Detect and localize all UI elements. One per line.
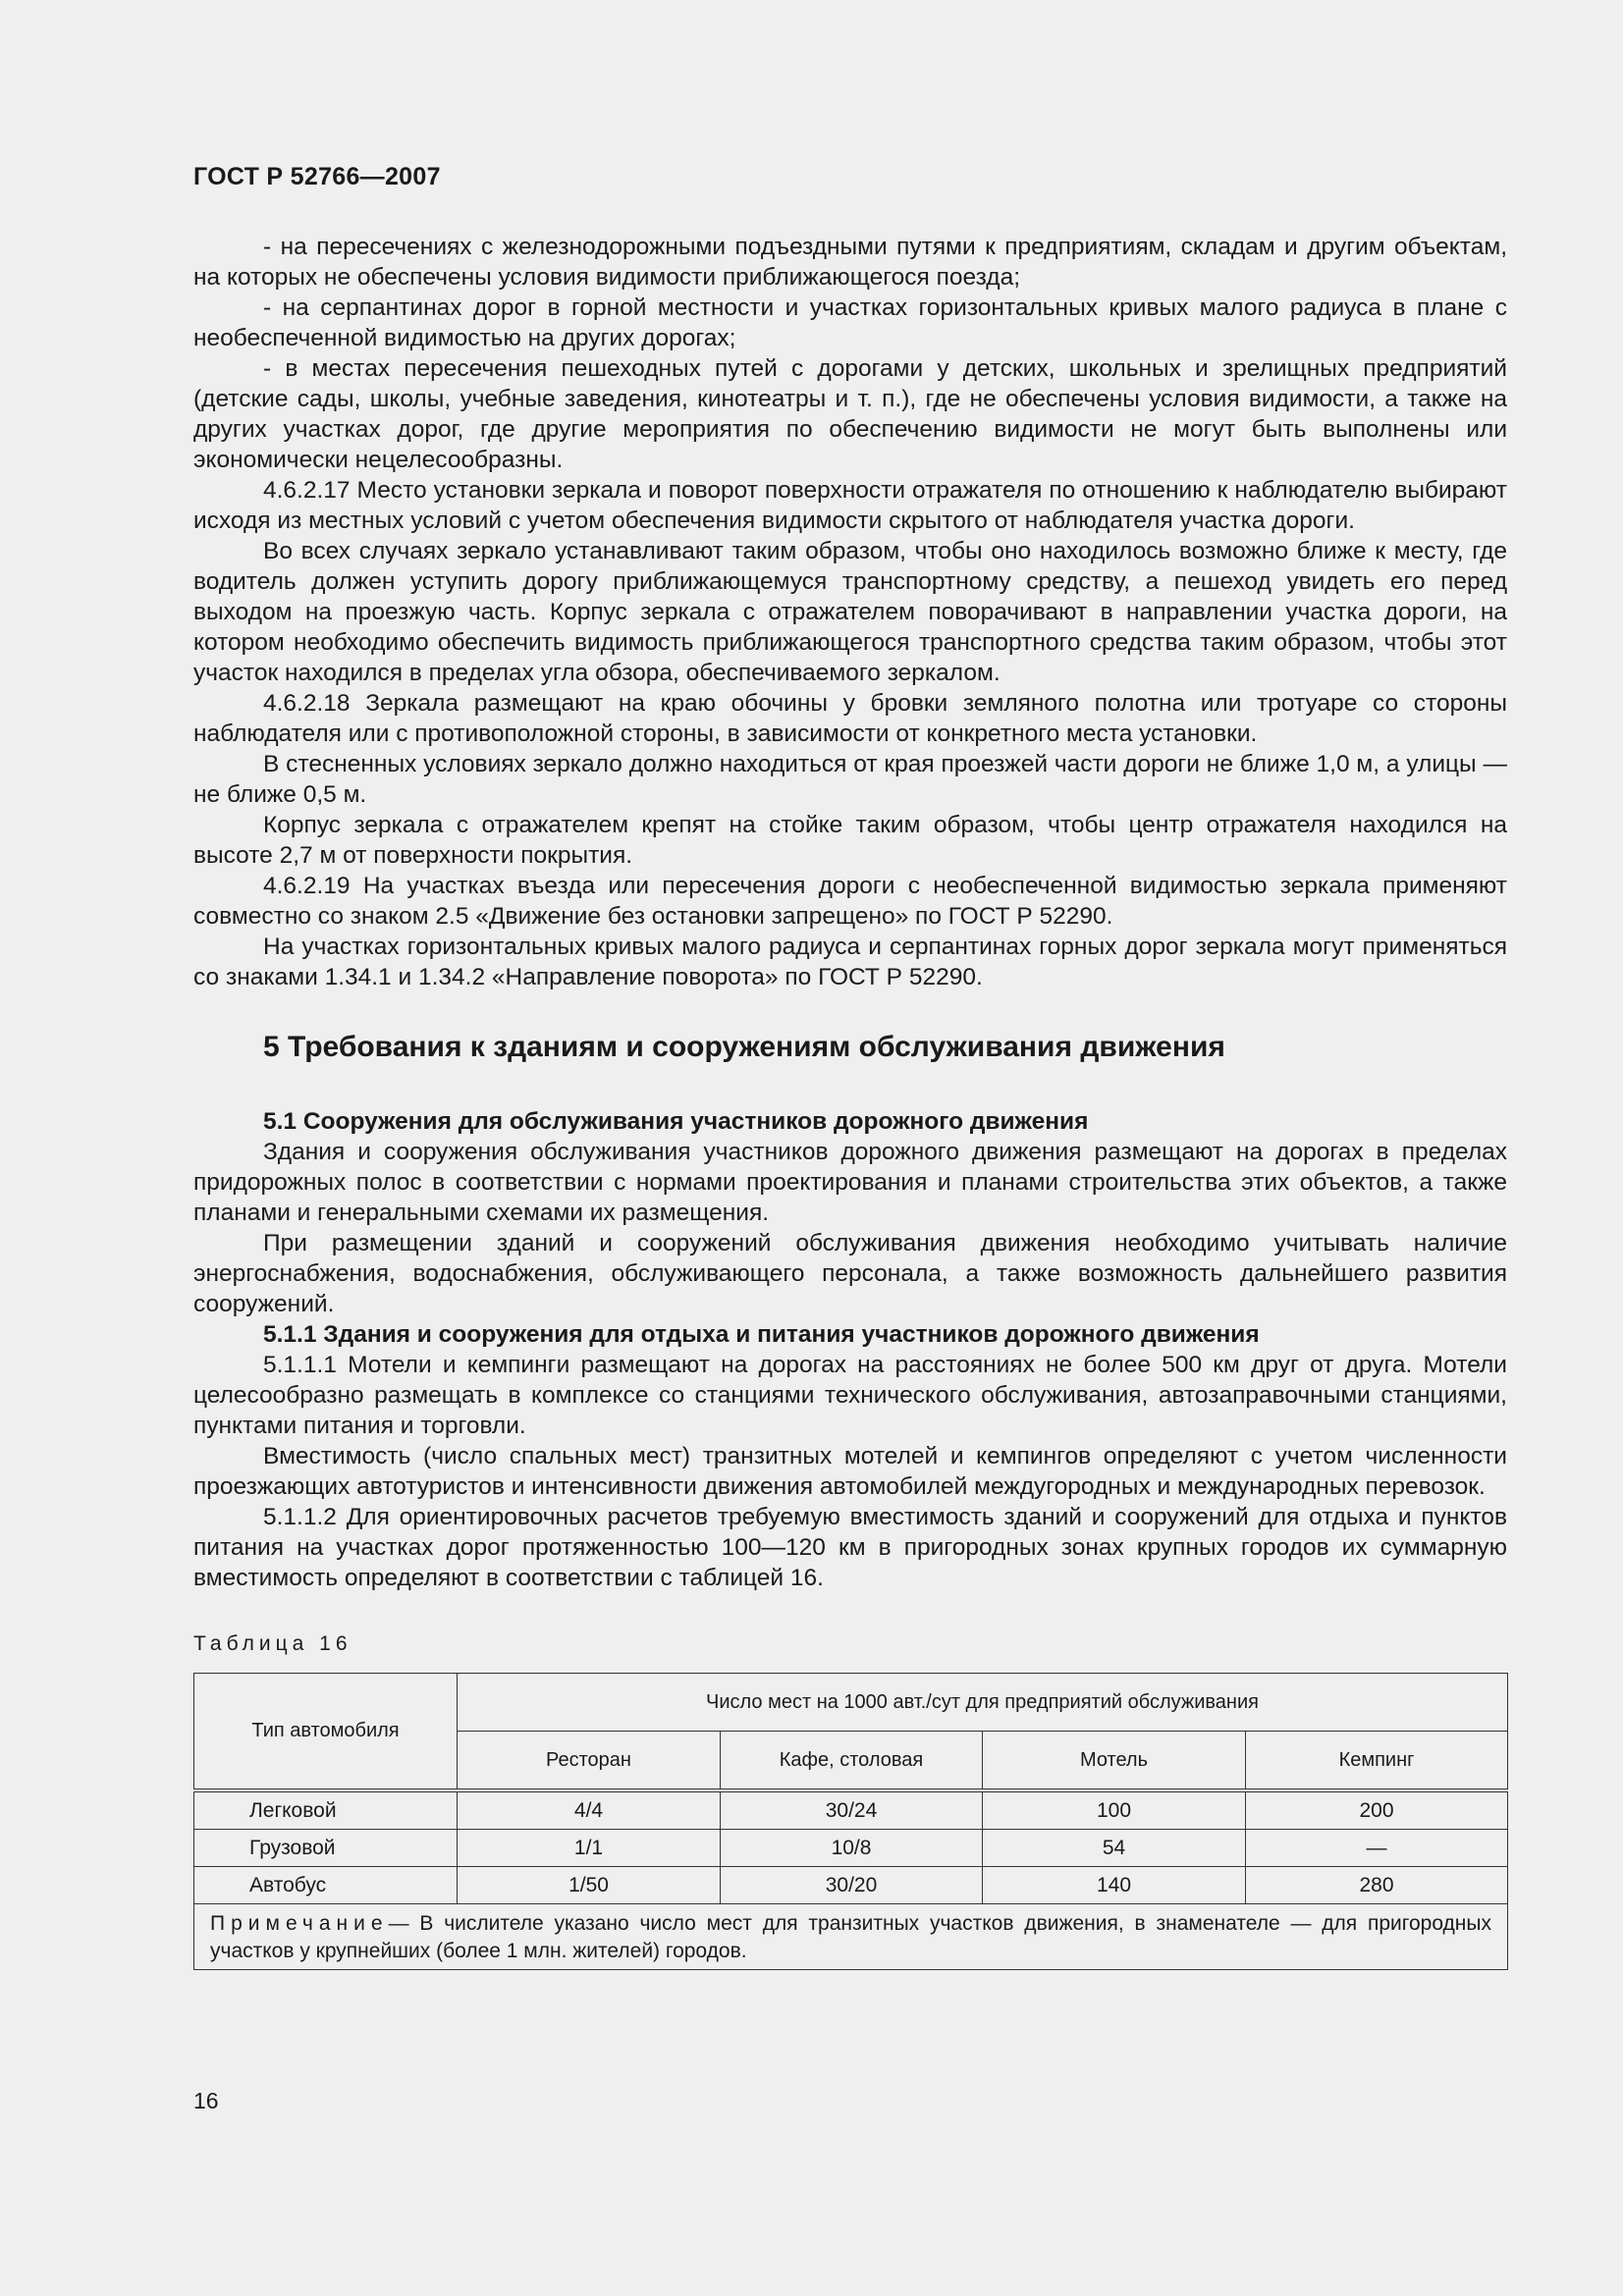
document-header: ГОСТ Р 52766—2007 <box>193 163 441 190</box>
table-cell: 200 <box>1246 1790 1508 1830</box>
table-cell: 54 <box>983 1830 1246 1867</box>
table-cell: Легковой <box>194 1790 458 1830</box>
table-header-cell: Тип автомобиля <box>194 1674 458 1791</box>
subsection-title: 5.1 Сооружения для обслуживания участников дорожного движения <box>263 1108 1089 1135</box>
paragraph: 5.1.1.2 Для ориентировочных расчетов требуемую вместимость зданий и сооружений для отдыха и пунктов питания на участках дорог протяженностью 100—120 км в пригородных зонах крупных городов их суммарную вместимость определяют в соответствии с таблицей 16. <box>193 1504 1507 1591</box>
section-title: 5 Требования к зданиям и сооружениям обслуживания движения <box>263 1031 1225 1063</box>
paragraph: Во всех случаях зеркало устанавливают таким образом, чтобы оно находилось возможно ближе к месту, где водитель должен уступить дорогу приближающемуся транспортному средству, а пешеход увидеть его перед выходом на проезжую часть. Корпус зеркала с отражателем поворачивают в направлении участка дороги, на котором необходимо обеспечить видимость приближающегося транспортного средства таким образом, чтобы этот участок находился в пределах угла обзора, обеспечиваемого зеркалом. <box>193 538 1507 686</box>
table-cell: 1/1 <box>458 1830 721 1867</box>
paragraph: - в местах пересечения пешеходных путей с дорогами у детских, школьных и зрелищных предприятий (детские сады, школы, учебные заведения, кинотеатры и т. п.), где не обеспечены условия видимости, а также на других участках дорог, где другие мероприятия по обеспечению видимости не могут быть выполнены или экономически нецелесообразны. <box>193 355 1507 473</box>
note-label: Примечание <box>210 1912 389 1935</box>
table-row <box>194 1790 1508 1830</box>
table-cell: 10/8 <box>721 1830 983 1867</box>
table-header-cell: Мотель <box>983 1732 1246 1791</box>
table-cell: 100 <box>983 1790 1246 1830</box>
page-number: 16 <box>193 2088 219 2113</box>
table-row <box>194 1830 1508 1867</box>
note-text: — В числителе указано число мест для транзитных участков движения, в знаменателе — для пригородных участков у крупнейших (более 1 млн. жителей) городов. <box>210 1912 1492 1962</box>
table-header-cell: Число мест на 1000 авт./сут для предприятий обслуживания <box>458 1674 1508 1732</box>
table-header-cell: Ресторан <box>458 1732 721 1791</box>
page-body <box>193 232 1507 1970</box>
table-cell: 280 <box>1246 1867 1508 1904</box>
paragraph: - на серпантинах дорог в горной местности и участках горизонтальных кривых малого радиуса в плане с необеспеченной видимостью на других дорогах; <box>193 294 1507 351</box>
table-cell: — <box>1246 1830 1508 1867</box>
paragraph: 4.6.2.17 Место установки зеркала и поворот поверхности отражателя по отношению к наблюдателю выбирают исходя из местных условий с учетом обеспечения видимости скрытого от наблюдателя участка дороги. <box>193 477 1507 534</box>
table-header-cell: Кемпинг <box>1246 1732 1508 1791</box>
paragraph: Здания и сооружения обслуживания участников дорожного движения размещают на дорогах в пределах придорожных полос в соответствии с нормами проектирования и планами строительства этих объектов, а также планами и генеральными схемами их размещения. <box>193 1139 1507 1226</box>
table-cell: 1/50 <box>458 1867 721 1904</box>
data-table <box>193 1673 1508 1970</box>
table-header-cell: Кафе, столовая <box>721 1732 983 1791</box>
table-cell: 30/20 <box>721 1867 983 1904</box>
table-cell: 30/24 <box>721 1790 983 1830</box>
paragraph: Вместимость (число спальных мест) транзитных мотелей и кемпингов определяют с учетом численности проезжающих автотуристов и интенсивности движения автомобилей междугородных и международных перевозок. <box>193 1443 1507 1500</box>
table-cell: 140 <box>983 1867 1246 1904</box>
table-cell: Грузовой <box>194 1830 458 1867</box>
paragraph: 4.6.2.19 На участках въезда или пересечения дороги с необеспеченной видимостью зеркала применяют совместно со знаком 2.5 «Движение без остановки запрещено» по ГОСТ Р 52290. <box>193 873 1507 930</box>
paragraph: Корпус зеркала с отражателем крепят на стойке таким образом, чтобы центр отражателя находился на высоте 2,7 м от поверхности покрытия. <box>193 812 1507 869</box>
paragraph: - на пересечениях с железнодорожными подъездными путями к предприятиям, складам и другим объектам, на которых не обеспечены условия видимости приближающегося поезда; <box>193 234 1507 291</box>
paragraph: В стесненных условиях зеркало должно находиться от края проезжей части дороги не ближе 1,0 м, а улицы — не ближе 0,5 м. <box>193 751 1507 808</box>
paragraph: На участках горизонтальных кривых малого радиуса и серпантинах горных дорог зеркала могут применяться со знаками 1.34.1 и 1.34.2 «Направление поворота» по ГОСТ Р 52290. <box>193 934 1507 990</box>
table-caption: Таблица 16 <box>193 1632 352 1655</box>
table-cell: Автобус <box>194 1867 458 1904</box>
table-note <box>194 1904 1508 1970</box>
subsection-title: 5.1.1 Здания и сооружения для отдыха и питания участников дорожного движения <box>263 1321 1260 1348</box>
paragraph: 4.6.2.18 Зеркала размещают на краю обочины у бровки земляного полотна или тротуаре со стороны наблюдателя или с противоположной стороны, в зависимости от конкретного места установки. <box>193 690 1507 747</box>
table-cell: 4/4 <box>458 1790 721 1830</box>
table-row <box>194 1867 1508 1904</box>
table-note-row <box>194 1904 1508 1970</box>
paragraph: При размещении зданий и сооружений обслуживания движения необходимо учитывать наличие энергоснабжения, водоснабжения, обслуживающего персонала, а также возможность дальнейшего развития сооружений. <box>193 1230 1507 1317</box>
paragraph: 5.1.1.1 Мотели и кемпинги размещают на дорогах на расстояниях не более 500 км друг от друга. Мотели целесообразно размещать в комплексе со станциями технического обслуживания, автозаправочными станциями, пунктами питания и торговли. <box>193 1352 1507 1439</box>
